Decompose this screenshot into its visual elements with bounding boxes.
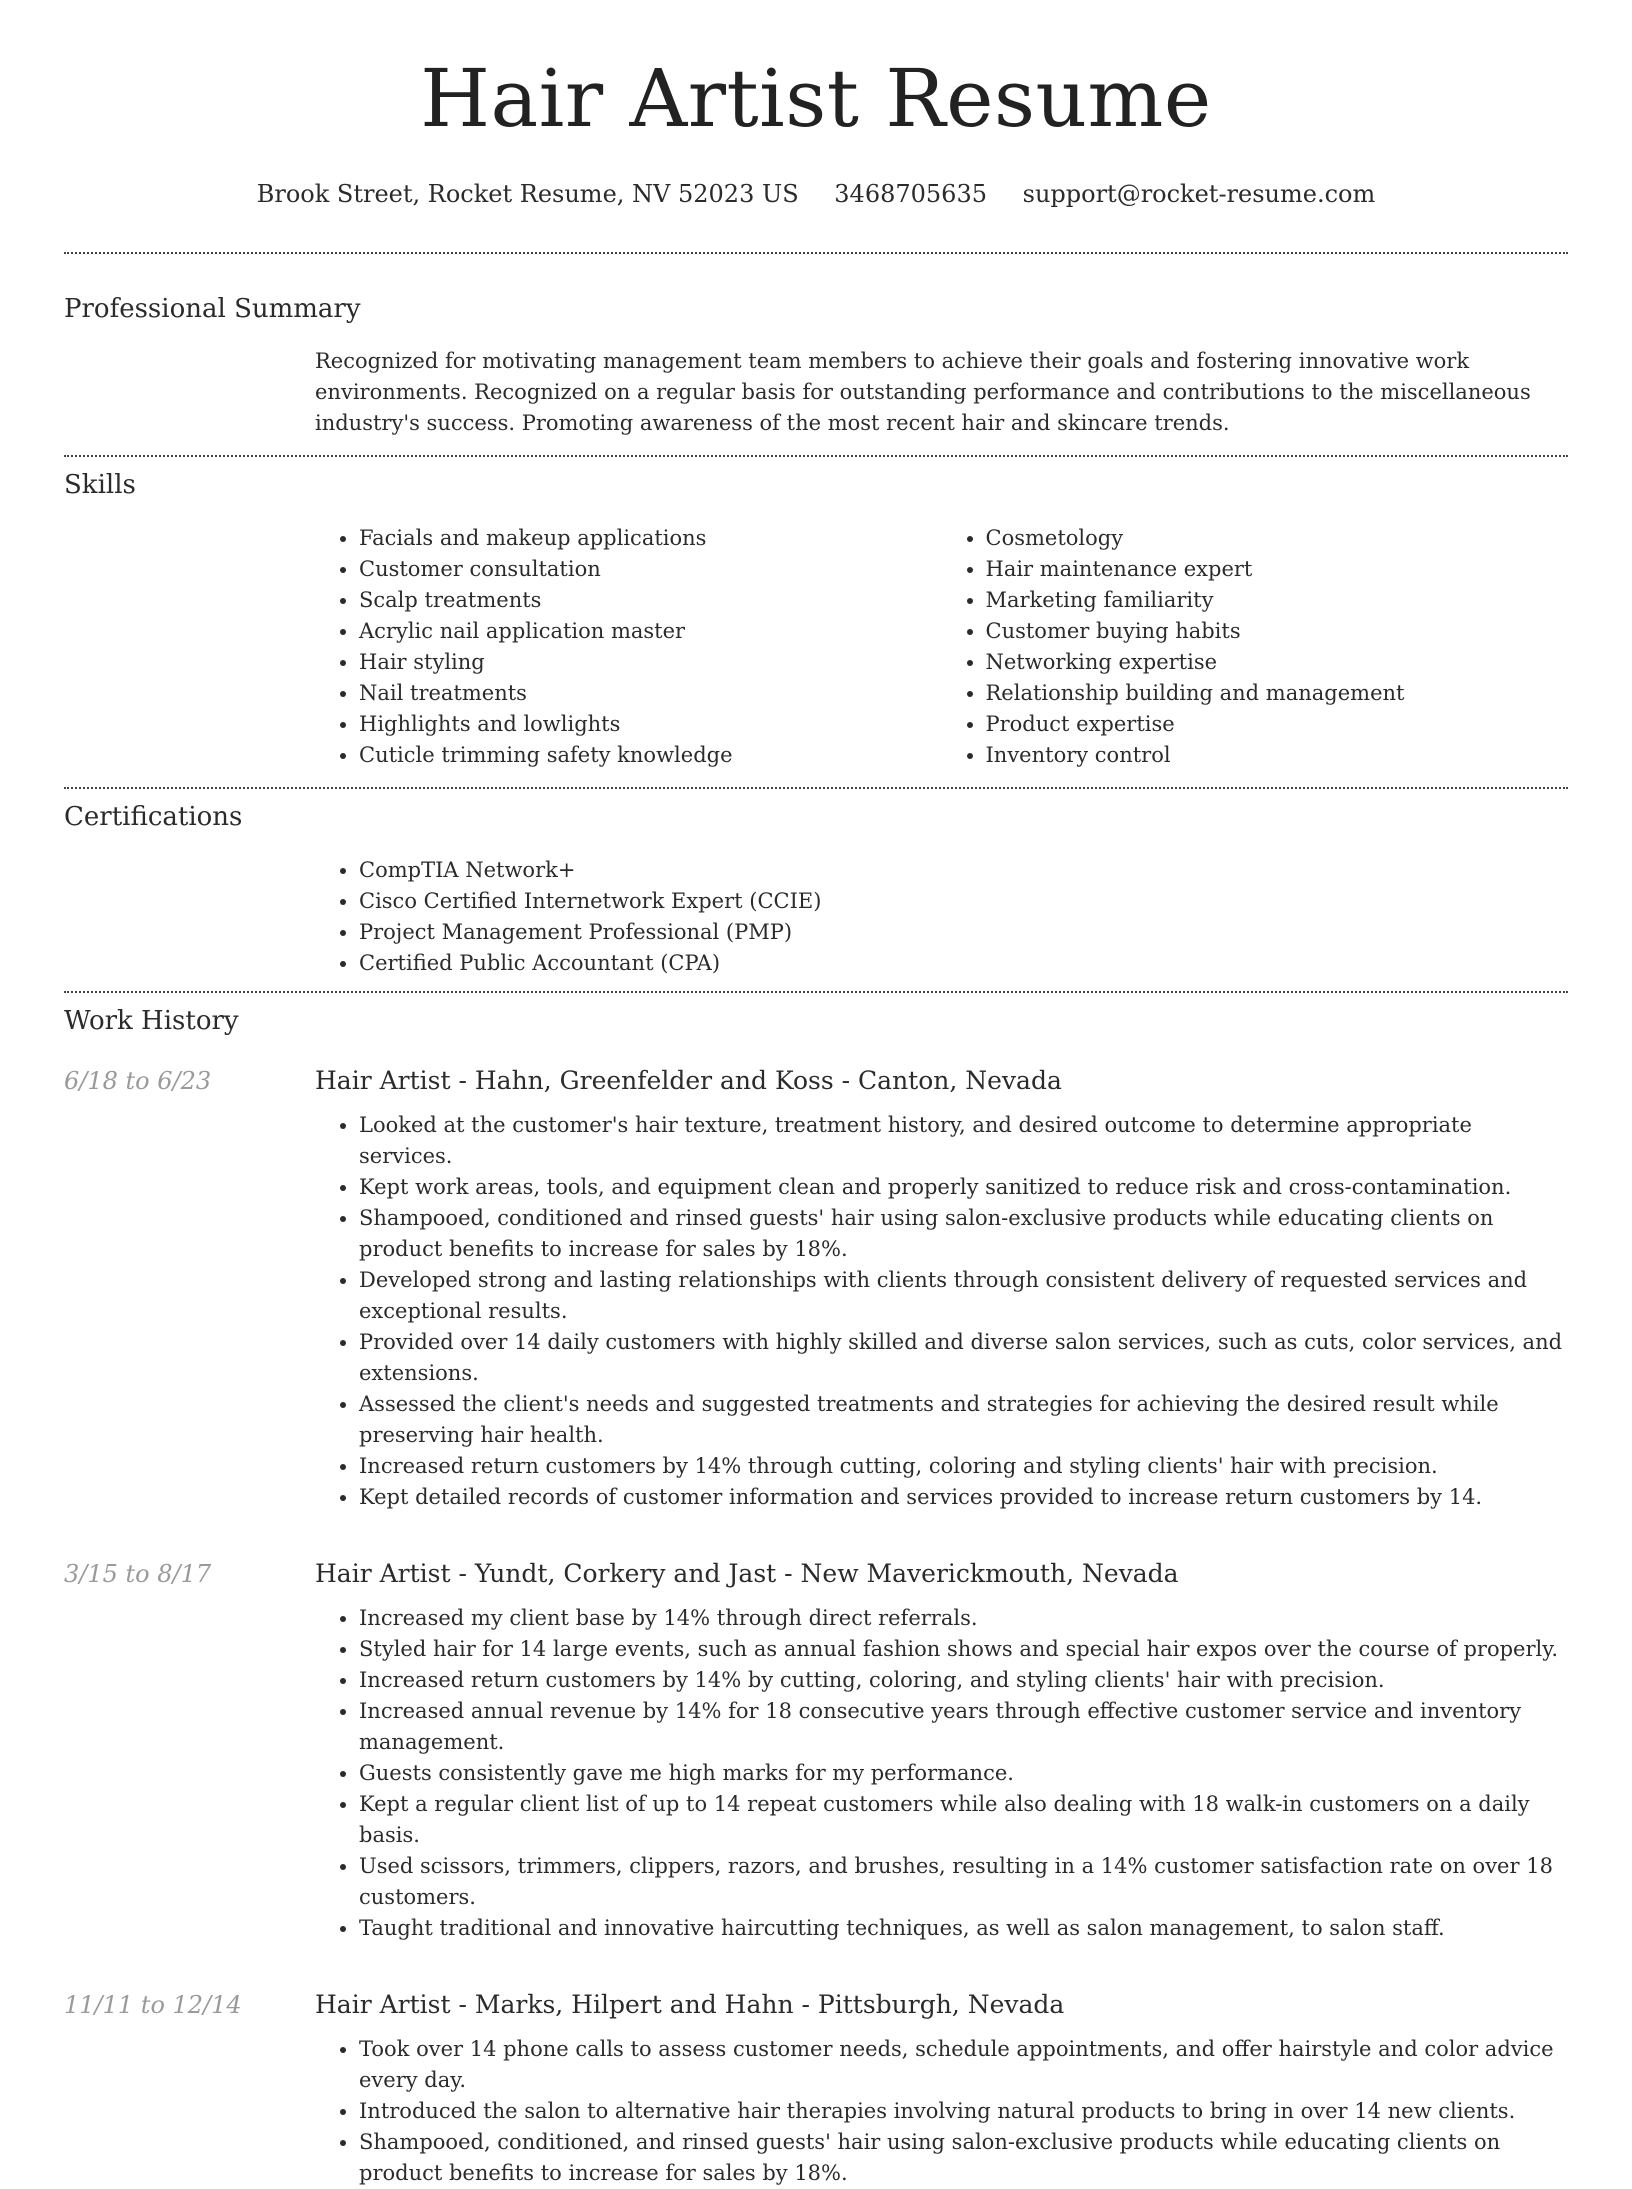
job-bullet: • Kept work areas, tools, and equipment clean and properly sanitized to reduce risk and cross-contamination.: [359, 1172, 1568, 1203]
summary-section: [64, 292, 1568, 439]
job-bullet: • Developed strong and lasting relationships with clients through consistent delivery of requested services and exceptional results.: [359, 1265, 1568, 1327]
job-bullet: • Taught traditional and innovative haircutting techniques, as well as salon management, to salon staff.: [359, 1913, 1568, 1944]
work-section: [64, 1004, 1568, 2189]
skills-list: [315, 523, 1568, 771]
skill-item: • Product expertise: [986, 709, 1569, 740]
certifications-section: [64, 800, 1568, 979]
job-bullet: • Increased return customers by 14% through cutting, coloring and styling clients' hair with precision.: [359, 1451, 1568, 1482]
skill-item: • Inventory control: [986, 740, 1569, 771]
skill-item: • Highlights and lowlights: [359, 709, 942, 740]
job-bullet: • Shampooed, conditioned, and rinsed guests' hair using salon-exclusive products while educating clients on product benefits to increase for sales by 18%.: [359, 2127, 1568, 2189]
certification-item: • Cisco Certified Internetwork Expert (CCIE): [359, 886, 1568, 917]
certification-item: • Certified Public Accountant (CPA): [359, 948, 1568, 979]
certification-item: • CompTIA Network+: [359, 855, 1568, 886]
job-title: Hair Artist - Yundt, Corkery and Jast - New Maverickmouth, Nevada: [315, 1559, 1179, 1588]
skill-item: • Scalp treatments: [359, 585, 942, 616]
job-title: Hair Artist - Hahn, Greenfelder and Koss - Canton, Nevada: [315, 1066, 1062, 1095]
job-bullet-list: [315, 1110, 1568, 1513]
job-bullet-list: [315, 1603, 1568, 1944]
skill-item: • Cuticle trimming safety knowledge: [359, 740, 942, 771]
work-heading: Work History: [64, 1006, 239, 1036]
divider: [64, 252, 1568, 254]
resume-page: [64, 0, 1568, 2189]
divider: [64, 991, 1568, 993]
skill-item: • Cosmetology: [986, 523, 1569, 554]
work-jobs: [64, 1064, 1568, 2189]
divider: [64, 787, 1568, 789]
summary-text: Recognized for motivating management team members to achieve their goals and fostering innovative work environments. Recognized on a regular basis for outstanding performance and contributions to the miscellaneous industry's success. Promoting awareness of the most recent hair and skincare trends.: [315, 349, 1531, 435]
skill-item: • Marketing familiarity: [986, 585, 1569, 616]
resume-title: Hair Artist Resume: [420, 52, 1212, 145]
job-bullet: • Shampooed, conditioned and rinsed guests' hair using salon-exclusive products while educating clients on product benefits to increase for sales by 18%.: [359, 1203, 1568, 1265]
skill-item: • Relationship building and management: [986, 678, 1569, 709]
divider: [64, 455, 1568, 457]
job-bullet: • Introduced the salon to alternative hair therapies involving natural products to bring in over 14 new clients.: [359, 2096, 1568, 2127]
job-bullets: [315, 1110, 1568, 1513]
job-entry: [64, 1064, 1568, 1513]
contact-phone: 3468705635: [834, 180, 987, 208]
skill-item: • Facials and makeup applications: [359, 523, 942, 554]
job-bullet: • Increased my client base by 14% through direct referrals.: [359, 1603, 1568, 1634]
job-bullet: • Assessed the client's needs and suggested treatments and strategies for achieving the desired result while preserving hair health.: [359, 1389, 1568, 1451]
job-dates: 11/11 to 12/14: [64, 1991, 242, 2019]
job-bullets: [315, 1603, 1568, 1944]
skill-item: • Customer consultation: [359, 554, 942, 585]
skills-column-left: [315, 523, 942, 771]
job-bullet: • Guests consistently gave me high marks for my performance.: [359, 1758, 1568, 1789]
job-bullet: • Provided over 14 daily customers with highly skilled and diverse salon services, such as cuts, color services, and extensions.: [359, 1327, 1568, 1389]
certification-item: • Project Management Professional (PMP): [359, 917, 1568, 948]
skill-item: • Hair styling: [359, 647, 942, 678]
contact-email: support@rocket-resume.com: [1022, 180, 1376, 208]
job-entry: [64, 1988, 1568, 2189]
skill-item: • Acrylic nail application master: [359, 616, 942, 647]
skill-item: • Nail treatments: [359, 678, 942, 709]
contact-line: [64, 178, 1568, 210]
job-bullet: • Increased return customers by 14% by cutting, coloring, and styling clients' hair with precision.: [359, 1665, 1568, 1696]
summary-heading: Professional Summary: [64, 294, 361, 324]
certifications-list: [315, 855, 1568, 979]
skills-column-right: [942, 523, 1569, 771]
skill-item: • Customer buying habits: [986, 616, 1569, 647]
job-bullet: • Styled hair for 14 large events, such as annual fashion shows and special hair expos over the course of properly.: [359, 1634, 1568, 1665]
job-entry: [64, 1557, 1568, 1944]
job-bullet: • Kept detailed records of customer information and services provided to increase return customers by 14.: [359, 1482, 1568, 1513]
skills-heading: Skills: [64, 470, 136, 500]
skill-item: • Hair maintenance expert: [986, 554, 1569, 585]
job-bullet: • Kept a regular client list of up to 14 repeat customers while also dealing with 18 walk-in customers on a daily basis.: [359, 1789, 1568, 1851]
job-dates: 3/15 to 8/17: [64, 1560, 212, 1588]
job-bullet: • Looked at the customer's hair texture, treatment history, and desired outcome to determine appropriate services.: [359, 1110, 1568, 1172]
certifications-heading: Certifications: [64, 802, 243, 832]
job-bullet: • Increased annual revenue by 14% for 18 consecutive years through effective customer service and inventory management.: [359, 1696, 1568, 1758]
job-bullet: • Took over 14 phone calls to assess customer needs, schedule appointments, and offer hairstyle and color advice every day.: [359, 2034, 1568, 2096]
skill-item: • Networking expertise: [986, 647, 1569, 678]
job-dates: 6/18 to 6/23: [64, 1067, 212, 1095]
contact-address: Brook Street, Rocket Resume, NV 52023 US: [256, 180, 799, 208]
skills-section: [64, 468, 1568, 771]
certifications-items: [315, 855, 1568, 979]
job-bullet: • Used scissors, trimmers, clippers, razors, and brushes, resulting in a 14% customer satisfaction rate on over 18 customers.: [359, 1851, 1568, 1913]
job-title: Hair Artist - Marks, Hilpert and Hahn - Pittsburgh, Nevada: [315, 1990, 1065, 2019]
